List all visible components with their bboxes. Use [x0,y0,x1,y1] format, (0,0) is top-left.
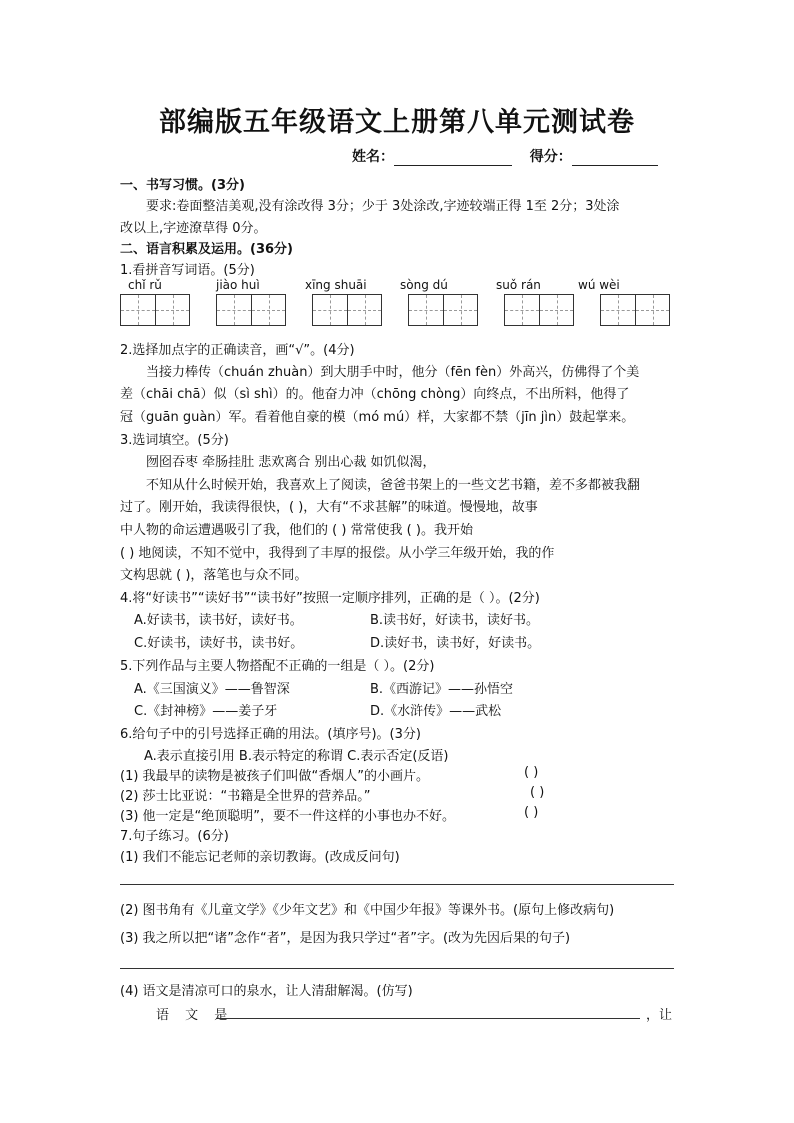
q4-option-c[interactable]: C.好读书，读好书，读书好。 [134,636,304,651]
q5-label: 5.下列作品与主要人物搭配不正确的一组是（ ）。(2分) [120,659,435,674]
q6-sentence-3: (3) 他一定是“绝顶聪明”，要不一件这样的小事也办不好。 [120,809,456,824]
q7-item-4: (4) 语文是清凉可口的泉水，让人清甜解渴。(仿写) [120,984,413,999]
q5-option-d[interactable]: D.《水浒传》——武松 [370,704,502,719]
q6-label: 6.给句子中的引号选择正确的用法。(填序号)。(3分) [120,727,421,742]
pinyin-5: suǒ rán [496,278,541,292]
q3-text-2: 过了。刚开始，我读得很快，( )，大有“不求甚解”的味道。慢慢地，故事 [120,500,538,515]
name-blank[interactable] [394,151,512,166]
q3-label: 3.选词填空。(5分) [120,433,229,448]
q4-option-d[interactable]: D.读好书，读书好，好读书。 [370,636,541,651]
q7-item-2: (2) 图书角有《儿童文学》《少年文艺》和《中国少年报》等课外书。(原句上修改病句) [120,903,615,918]
q4-label: 4.将“好读书”“读好书”“读书好”按照一定顺序排列，正确的是（ ）。(2分) [120,591,540,606]
pinyin-4: sòng dú [400,278,448,292]
page-title: 部编版五年级语文上册第八单元测试卷 [159,107,635,138]
writing-grid-6[interactable] [600,294,670,326]
q5-option-a[interactable]: A.《三国演义》——鲁智深 [134,682,290,697]
q6-options: A.表示直接引用 B.表示特定的称谓 C.表示否定(反语) [144,749,449,764]
writing-grid-2[interactable] [216,294,286,326]
q1-label: 1.看拼音写词语。(5分) [120,263,255,278]
name-label: 姓名： [352,149,394,165]
q7-item-1: (1) 我们不能忘记老师的亲切教诲。(改成反问句) [120,850,400,865]
q3-text-1: 不知从什么时候开始，我喜欢上了阅读，爸爸书架上的一些文艺书籍，差不多都被我翻 [146,478,641,493]
pinyin-1: chǐ rǔ [128,278,162,292]
q4-option-a[interactable]: A.好读书，读书好，读好书。 [134,613,303,628]
q4-option-b[interactable]: B.读书好，好读书，读好书。 [370,613,540,628]
q7-imitation-blank[interactable] [216,1004,640,1019]
section-1-requirement-cont: 改以上,字迹潦草得 0分。 [120,221,267,236]
q6-answer-1[interactable]: ( ) [524,765,539,780]
q2-text-1: 当接力棒传（chuán zhuàn）到大朋手中时，他分（fēn fèn）外高兴，仿佛得了个美 [146,365,640,380]
q3-text-4: ( ) 地阅读，不知不觉中，我得到了丰厚的报偿。从小学三年级开始，我的作 [120,546,555,561]
q2-label: 2.选择加点字的正确读音，画“√”。(4分) [120,343,355,358]
writing-grid-5[interactable] [504,294,574,326]
writing-grid-4[interactable] [408,294,478,326]
pinyin-2: jiào huì [216,278,260,292]
q7-imitation-suffix: ，让 [646,1008,673,1023]
score-label: 得分： [529,149,572,165]
q7-item-3: (3) 我之所以把“诸”念作“者”，是因为我只学过“者”字。(改为先因后果的句子) [120,931,571,946]
q2-text-3: 冠（guān guàn）军。看着他自豪的模（mó mú）样，大家都不禁（jīn jìn）鼓起掌来。 [120,410,635,425]
answer-line-1[interactable] [120,884,674,885]
q5-option-b[interactable]: B.《西游记》——孙悟空 [370,682,514,697]
q5-option-c[interactable]: C.《封神榜》——姜子牙 [134,704,278,719]
q6-sentence-2: (2) 莎士比亚说：“书籍是全世界的营养品。” [120,789,371,804]
pinyin-6: wú wèi [578,278,620,292]
section-2-heading: 二、语言积累及运用。(36分) [120,242,293,257]
q7-imitation-prefix: 语 文 是 [156,1008,234,1023]
writing-grid-3[interactable] [312,294,382,326]
q7-label: 7.句子练习。(6分) [120,829,229,844]
q6-answer-3[interactable]: ( ) [524,805,539,820]
q6-answer-2[interactable]: ( ) [530,785,545,800]
q3-text-3: 中人物的命运遭遇吸引了我，他们的 ( ) 常常使我 ( )。我开始 [120,523,473,538]
section-1-heading: 一、书写习惯。(3分) [120,178,245,193]
q3-word-bank: 囫囵吞枣 牵肠挂肚 悲欢离合 别出心裁 如饥似渴， [146,455,436,470]
q3-text-5: 文构思就 ( )，落笔也与众不同。 [120,568,308,583]
q6-sentence-1: (1) 我最早的读物是被孩子们叫做“香烟人”的小画片。 [120,769,430,784]
name-score-row [352,146,658,166]
q2-text-2: 差（chāi chā）似（sì shì）的。他奋力冲（chōng chòng）向终点，不出所料，他得了 [120,387,630,402]
writing-grid-1[interactable] [120,294,190,326]
pinyin-3: xīng shuāi [305,278,367,292]
section-1-requirement: 要求:卷面整洁美观,没有涂改得 3分；少于 3处涂改,字迹较端正得 1至 2分；3处涂 [146,199,620,214]
answer-line-2[interactable] [120,968,674,969]
score-blank[interactable] [572,151,658,166]
